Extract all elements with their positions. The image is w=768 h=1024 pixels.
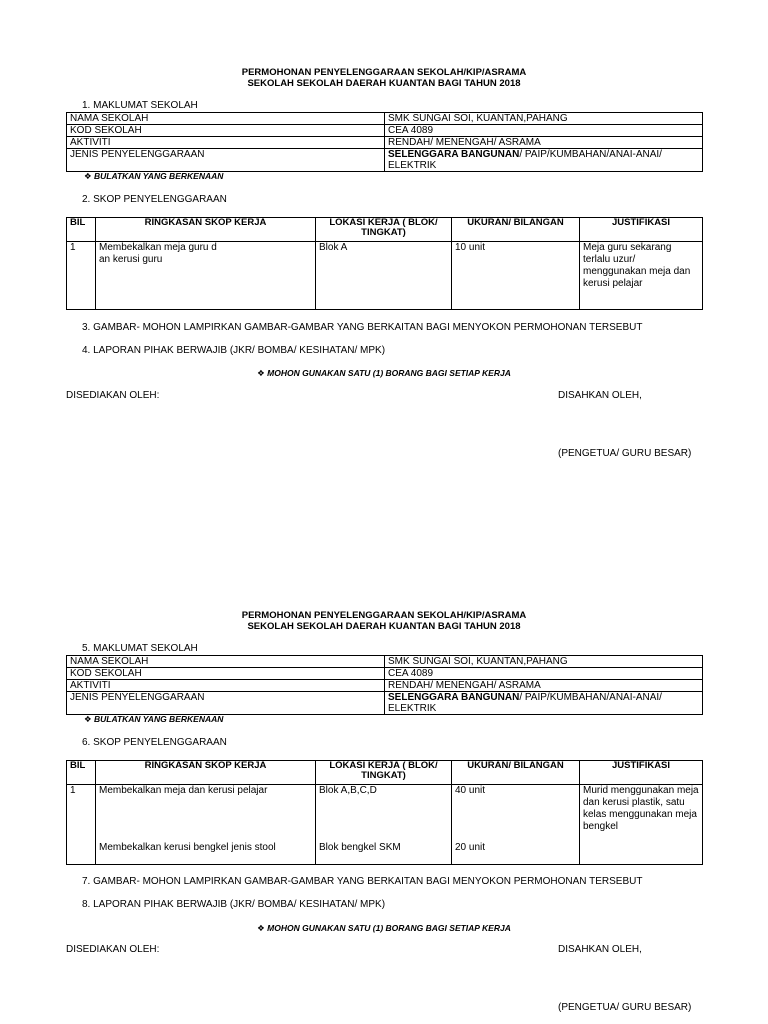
pengetua-label: (PENGETUA/ GURU BESAR): [558, 1002, 692, 1013]
cell-bil: 1: [67, 242, 96, 310]
section-gambar: 7. GAMBAR- MOHON LAMPIRKAN GAMBAR-GAMBAR YANG BERKAITAN BAGI MENYOKON PERMOHONAN TERSEBUT: [82, 876, 643, 887]
jenis-value: SELENGGARA BANGUNAN/ PAIP/KUMBAHAN/ANAI-ANAI/ ELEKTRIK: [385, 692, 703, 715]
skop-table: [66, 217, 703, 310]
header-bil: BIL: [67, 218, 96, 242]
pengetua-label: (PENGETUA/ GURU BESAR): [558, 448, 692, 459]
header-lokasi: LOKASI KERJA ( BLOK/ TINGKAT): [316, 761, 452, 785]
nama-value: SMK SUNGAI SOI, KUANTAN,PAHANG: [385, 113, 703, 125]
cell-ringkasan: Membekalkan meja dan kerusi pelajar Membekalkan kerusi bengkel jenis stool: [96, 785, 316, 865]
cell-bil: 1: [67, 785, 96, 865]
cell-ukuran: 40 unit 20 unit: [452, 785, 580, 865]
section-maklumat-sekolah: 5. MAKLUMAT SEKOLAH: [82, 643, 198, 654]
aktiviti-value: RENDAH/ MENENGAH/ ASRAMA: [385, 680, 703, 692]
table-row: [67, 668, 703, 680]
section-laporan: 8. LAPORAN PIHAK BERWAJIB (JKR/ BOMBA/ KESIHATAN/ MPK): [82, 899, 386, 910]
table-header-row: [67, 218, 703, 242]
note-bulatkan: ❖ BULATKAN YANG BERKENAAN: [84, 714, 224, 724]
cell-lokasi: Blok A,B,C,D Blok bengkel SKM: [316, 785, 452, 865]
cell-justifikasi: Murid menggunakan meja dan kerusi plastik, satu kelas menggunakan meja bengkel: [580, 785, 703, 865]
form-title: PERMOHONAN PENYELENGGARAAN SEKOLAH/KIP/ASRAMA SEKOLAH SEKOLAH DAERAH KUANTAN BAGI TAHUN 2018: [241, 610, 527, 632]
header-bil: BIL: [67, 761, 96, 785]
table-row: [67, 113, 703, 125]
table-row: [67, 785, 703, 865]
header-justifikasi: JUSTIFIKASI: [580, 761, 703, 785]
section-gambar: 3. GAMBAR- MOHON LAMPIRKAN GAMBAR-GAMBAR YANG BERKAITAN BAGI MENYOKON PERMOHONAN TERSEBUT: [82, 322, 643, 333]
cell-justifikasi: Meja guru sekarang terlalu uzur/ menggunakan meja dan kerusi pelajar: [580, 242, 703, 310]
header-justifikasi: JUSTIFIKASI: [580, 218, 703, 242]
header-ukuran: UKURAN/ BILANGAN: [452, 761, 580, 785]
school-info-table: [66, 112, 703, 172]
jenis-label: JENIS PENYELENGGARAAN: [67, 692, 385, 715]
cell-ringkasan: Membekalkan meja guru d an kerusi guru: [96, 242, 316, 310]
jenis-label: JENIS PENYELENGGARAAN: [67, 149, 385, 172]
school-info-table: [66, 655, 703, 715]
kod-value: CEA 4089: [385, 125, 703, 137]
table-row: [67, 242, 703, 310]
table-row: [67, 680, 703, 692]
jenis-value: SELENGGARA BANGUNAN/ PAIP/KUMBAHAN/ANAI-ANAI/ ELEKTRIK: [385, 149, 703, 172]
skop-table: [66, 760, 703, 865]
note-bulatkan: ❖ BULATKAN YANG BERKENAAN: [84, 171, 224, 181]
disediakan-label: DISEDIAKAN OLEH:: [66, 390, 160, 401]
table-row: [67, 137, 703, 149]
table-row: [67, 149, 703, 172]
table-header-row: [67, 761, 703, 785]
note-mohon: ❖ MOHON GUNAKAN SATU (1) BORANG BAGI SETIAP KERJA: [257, 923, 511, 933]
kod-label: KOD SEKOLAH: [67, 125, 385, 137]
aktiviti-label: AKTIVITI: [67, 137, 385, 149]
cell-ukuran: 10 unit: [452, 242, 580, 310]
table-row: [67, 692, 703, 715]
aktiviti-value: RENDAH/ MENENGAH/ ASRAMA: [385, 137, 703, 149]
header-lokasi: LOKASI KERJA ( BLOK/ TINGKAT): [316, 218, 452, 242]
form-title: PERMOHONAN PENYELENGGARAAN SEKOLAH/KIP/ASRAMA SEKOLAH SEKOLAH DAERAH KUANTAN BAGI TAHUN 2018: [241, 67, 527, 89]
header-ringkasan: RINGKASAN SKOP KERJA: [96, 218, 316, 242]
cell-lokasi: Blok A: [316, 242, 452, 310]
header-ukuran: UKURAN/ BILANGAN: [452, 218, 580, 242]
nama-label: NAMA SEKOLAH: [67, 656, 385, 668]
section-laporan: 4. LAPORAN PIHAK BERWAJIB (JKR/ BOMBA/ KESIHATAN/ MPK): [82, 345, 386, 356]
table-row: [67, 125, 703, 137]
section-maklumat-sekolah: 1. MAKLUMAT SEKOLAH: [82, 100, 198, 111]
disediakan-label: DISEDIAKAN OLEH:: [66, 944, 160, 955]
aktiviti-label: AKTIVITI: [67, 680, 385, 692]
section-skop: 2. SKOP PENYELENGGARAAN: [82, 194, 227, 205]
form-2: [0, 543, 768, 1024]
kod-value: CEA 4089: [385, 668, 703, 680]
kod-label: KOD SEKOLAH: [67, 668, 385, 680]
header-ringkasan: RINGKASAN SKOP KERJA: [96, 761, 316, 785]
nama-value: SMK SUNGAI SOI, KUANTAN,PAHANG: [385, 656, 703, 668]
table-row: [67, 656, 703, 668]
disahkan-label: DISAHKAN OLEH,: [558, 944, 642, 955]
nama-label: NAMA SEKOLAH: [67, 113, 385, 125]
disahkan-label: DISAHKAN OLEH,: [558, 390, 642, 401]
note-mohon: ❖ MOHON GUNAKAN SATU (1) BORANG BAGI SETIAP KERJA: [257, 368, 511, 378]
section-skop: 6. SKOP PENYELENGGARAAN: [82, 737, 227, 748]
